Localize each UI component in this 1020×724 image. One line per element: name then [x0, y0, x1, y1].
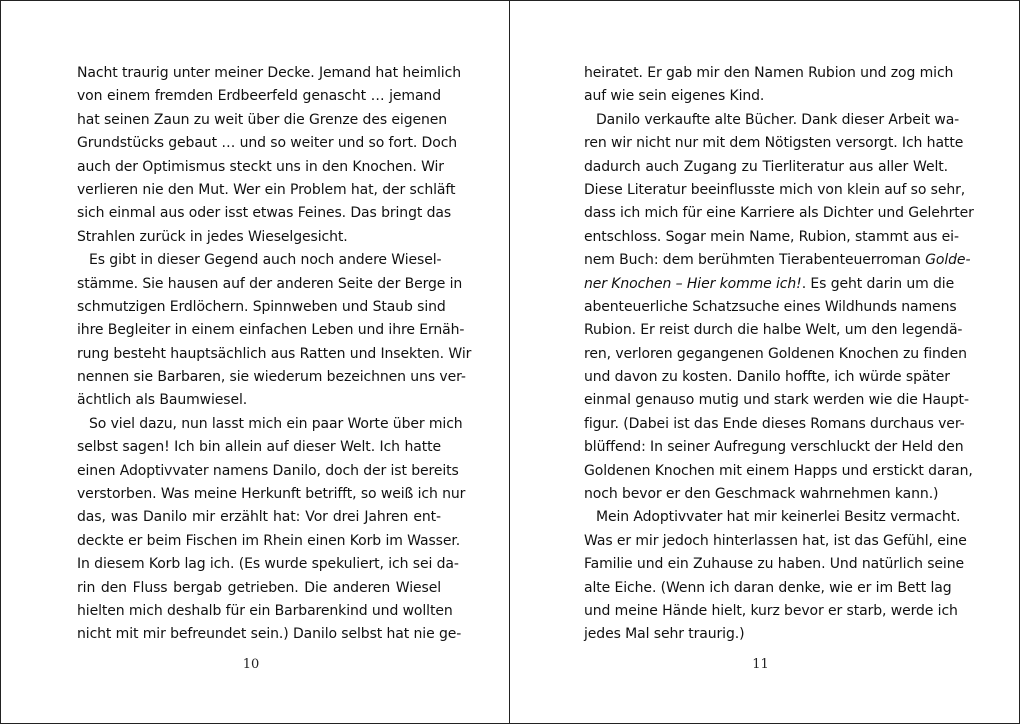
left-page: [1, 1, 510, 723]
text-line: rin den Fluss bergab getrieben. Die anderen Wiesel: [77, 579, 441, 596]
text-line: rung besteht hauptsächlich aus Ratten und Insekten. Wir: [77, 345, 472, 362]
text-line: ren, verloren gegangenen Goldenen Knochen zu finden: [584, 345, 967, 362]
text-line: ren wir nicht nur mit dem Nötigsten versorgt. Ich hatte: [584, 135, 964, 152]
text-line: figur. (Dabei ist das Ende dieses Romans durchaus ver-: [584, 415, 965, 432]
text-line: Rubion. Er reist durch die halbe Welt, um den legendä-: [584, 322, 963, 339]
text-line: abenteuerliche Schatzsuche eines Wildhunds namens: [584, 298, 957, 315]
text-line: [584, 249, 971, 272]
text-line: jedes Mal sehr traurig.): [584, 626, 745, 643]
text-line: ihre Begleiter in einem einfachen Leben und ihre Ernäh-: [77, 322, 465, 339]
text-line: einmal genauso mutig und stark werden wie die Haupt-: [584, 392, 969, 409]
text-line: Strahlen zurück in jedes Wieselgesicht.: [77, 228, 348, 245]
text-line: selbst sagen! Ich bin allein auf dieser Welt. Ich hatte: [77, 439, 441, 456]
text-line: nicht mit mir befreundet sein.) Danilo selbst hat nie ge-: [77, 626, 462, 643]
text-line: dadurch auch Zugang zu Tierliteratur aus aller Welt.: [584, 158, 948, 175]
book-title-part: Golde-: [925, 252, 971, 269]
text-line: heiratet. Er gab mir den Namen Rubion und zog mich: [584, 65, 954, 81]
text-run: nem Buch: dem berühmten Tierabenteuerroman: [584, 252, 926, 269]
text-line: deckte er beim Fischen im Rhein einen Korb im Wasser.: [77, 532, 461, 549]
page-number: 10: [242, 657, 260, 672]
text-line: hat seinen Zaun zu weit über die Grenze des eigenen: [77, 111, 448, 128]
text-line: sich einmal aus oder isst etwas Feines. Das bringt das: [77, 205, 452, 222]
text-line: verlieren nie den Mut. Wer ein Problem hat, der schläft: [77, 181, 456, 198]
text-line: Danilo verkaufte alte Bücher. Dank dieser Arbeit wa-: [596, 111, 960, 128]
text-line: stämme. Sie hausen auf der anderen Seite der Berge in: [77, 275, 463, 292]
text-line: alte Eiche. (Wenn ich daran denke, wie er im Bett lag: [584, 579, 952, 596]
text-line: Nacht traurig unter meiner Decke. Jemand hat heimlich: [77, 65, 461, 81]
text-line: noch bevor er den Geschmack wahrnehmen kann.): [584, 486, 939, 503]
text-line: schmutzigen Erdlöchern. Spinnweben und Staub sind: [77, 298, 446, 315]
right-page: [510, 1, 1019, 723]
text-line: dass ich mich für eine Karriere als Dichter und Gelehrter: [584, 205, 974, 222]
text-line: So viel dazu, nun lasst mich ein paar Worte über mich: [89, 415, 463, 432]
text-line: Familie und ein Zuhause zu haben. Und natürlich seine: [584, 556, 964, 573]
page-number: 11: [752, 657, 769, 672]
left-page-text: [77, 62, 472, 647]
text-line: Grundstücks gebaut … und so weiter und so fort. Doch: [77, 135, 458, 152]
text-line: hielten mich deshalb für ein Barbarenkind und wollten: [77, 602, 453, 619]
text-line: auf wie sein eigenes Kind.: [584, 88, 765, 105]
text-line: In diesem Korb lag ich. (Es wurde spekuliert, ich sei da-: [77, 556, 459, 573]
text-line: Es gibt in dieser Gegend auch noch andere Wiesel-: [89, 252, 442, 269]
text-line: Goldenen Knochen mit einem Happs und erstickt daran,: [584, 462, 973, 479]
right-page-text: [584, 62, 974, 647]
text-line: verstorben. Was meine Herkunft betrifft, so weiß ich nur: [77, 486, 466, 503]
text-line: von einem fremden Erdbeerfeld genascht … jemand: [77, 88, 441, 105]
text-run: . Es geht darin um die: [801, 275, 955, 292]
text-line: ächtlich als Baumwiesel.: [77, 392, 248, 409]
text-line: Was er mir jedoch hinterlassen hat, ist das Gefühl, eine: [584, 532, 967, 549]
text-line: auch der Optimismus steckt uns in den Knochen. Wir: [77, 158, 444, 175]
text-line: [584, 273, 955, 296]
text-line: entschloss. Sogar mein Name, Rubion, stammt aus ei-: [584, 228, 959, 245]
book-title-part: ner Knochen – Hier komme ich!: [584, 275, 802, 292]
text-line: und davon zu kosten. Danilo hoffte, ich würde später: [584, 369, 950, 386]
text-line: und meine Hände hielt, kurz bevor er starb, werde ich: [584, 602, 958, 619]
text-line: einen Adoptivvater namens Danilo, doch der ist bereits: [77, 462, 459, 479]
text-line: Mein Adoptivvater hat mir keinerlei Besitz vermacht.: [596, 509, 961, 526]
text-line: das, was Danilo mir erzählt hat: Vor drei Jahren ent-: [77, 509, 441, 526]
text-line: blüffend: In seiner Aufregung verschluckt der Held den: [584, 439, 964, 456]
text-line: Diese Literatur beeinflusste mich von klein auf so sehr,: [584, 181, 966, 198]
text-line: nennen sie Barbaren, sie wiederum bezeichnen uns ver-: [77, 369, 466, 386]
